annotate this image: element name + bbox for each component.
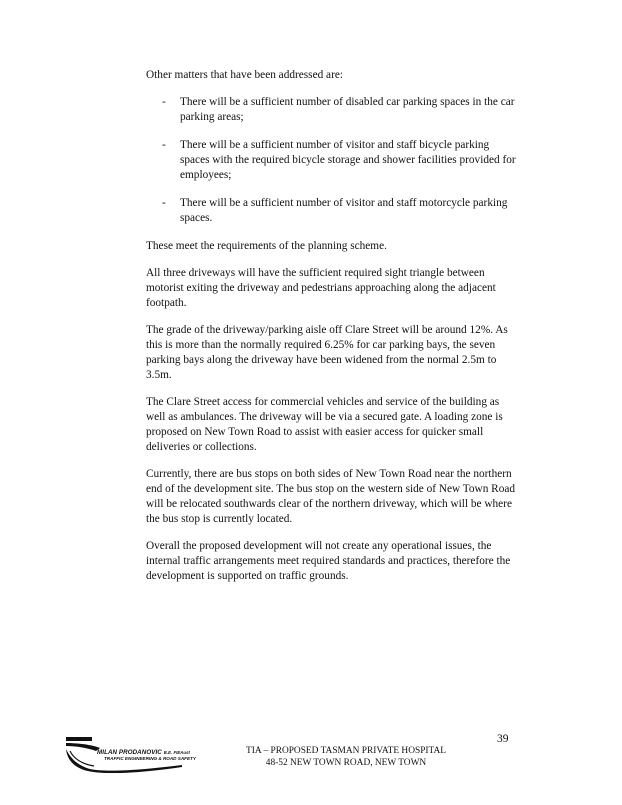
bullet-dash: - <box>162 139 166 151</box>
list-item <box>146 196 518 226</box>
bullet-dash: - <box>162 197 166 209</box>
driveway-grade-paragraph: The grade of the driveway/parking aisle off Clare Street will be around 12%. As this is more than the normally required 6.25% for car parking bays, the seven parking bays along the driveway have been widened from the normal 2.5m to 3.5m. <box>146 324 508 381</box>
footer-line-2: 48-52 NEW TOWN ROAD, NEW TOWN <box>265 758 427 768</box>
list-item-text: There will be a sufficient number of visitor and staff bicycle parking spaces with the required bicycle storage and shower facilities provided for employees; <box>180 139 516 181</box>
sight-triangle-paragraph: All three driveways will have the sufficient required sight triangle between motorist exiting the driveway and pedestrians approaching along the adjacent footpath. <box>146 267 496 309</box>
intro-paragraph: Other matters that have been addressed are: <box>146 69 343 81</box>
list-item-text: There will be a sufficient number of visitor and staff motorcycle parking spaces. <box>180 197 508 224</box>
footer-title <box>226 745 466 769</box>
list-item-text: There will be a sufficient number of disabled car parking spaces in the car parking areas; <box>180 96 515 123</box>
bus-stop-paragraph: Currently, there are bus stops on both sides of New Town Road near the northern end of the development site. The bus stop on the western side of New Town Road will be relocated southwards clear of the northern driveway, which will be where the bus stop is currently located. <box>146 468 516 525</box>
commercial-access-paragraph: The Clare Street access for commercial vehicles and service of the building as well as ambulances. The driveway will be via a secured gate. A loading zone is proposed on New Town Road to assist with easier access for quicker small deliveries or collections. <box>146 396 503 453</box>
list-item <box>146 95 518 125</box>
bullet-dash: - <box>162 96 166 108</box>
company-logo <box>64 731 196 773</box>
page-number: 39 <box>497 733 509 745</box>
planning-scheme-paragraph: These meet the requirements of the planning scheme. <box>146 240 387 252</box>
conclusion-paragraph: Overall the proposed development will not create any operational issues, the internal traffic arrangements meet required standards and practices, therefore the development is supported on traffic grounds. <box>146 540 511 582</box>
document-body <box>146 68 518 596</box>
list-item <box>146 138 518 183</box>
logo-tagline: TRAFFIC ENGINEERING & ROAD SAFETY <box>104 756 196 761</box>
logo-name: MILAN PRODANOVIC B.E. FIEAust <box>97 749 191 756</box>
footer-line-1: TIA – PROPOSED TASMAN PRIVATE HOSPITAL <box>246 746 446 756</box>
matters-list <box>146 95 518 226</box>
